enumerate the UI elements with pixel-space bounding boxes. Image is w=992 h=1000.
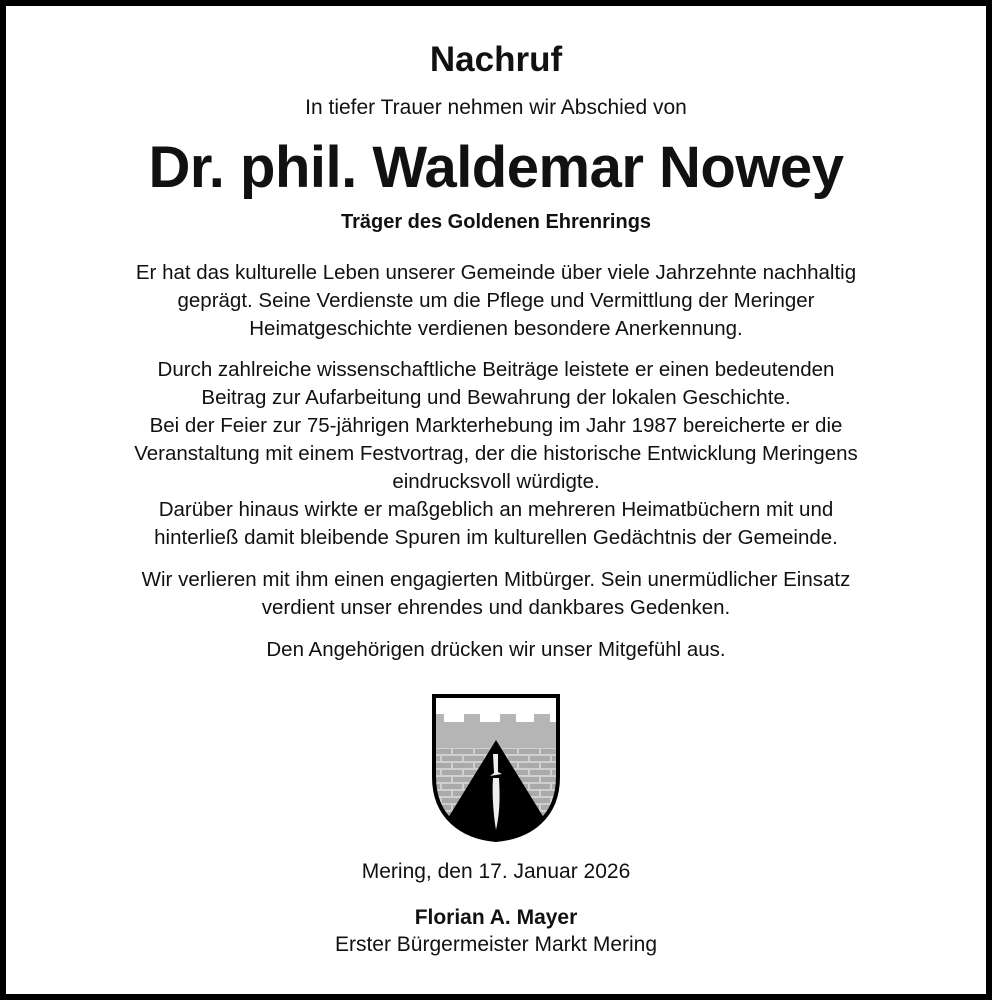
coat-of-arms-icon — [430, 692, 562, 844]
text-line: Bei der Feier zur 75-jährigen Markterhebung im Jahr 1987 bereicherte er die — [149, 414, 843, 437]
signer-role: Erster Bürgermeister Markt Mering — [334, 933, 658, 956]
honor-title: Träger des Goldenen Ehrenrings — [340, 211, 652, 233]
intro-text: In tiefer Trauer nehmen wir Abschied von — [305, 96, 687, 119]
text-line: Er hat das kulturelle Leben unserer Gemeinde über viele Jahrzehnte nachhaltig — [135, 261, 857, 284]
signer-name: Florian A. Mayer — [414, 906, 578, 929]
text-line: Veranstaltung mit einem Festvortrag, der die historische Entwicklung Meringens — [134, 442, 858, 465]
date-line: Mering, den 17. Januar 2026 — [361, 860, 631, 883]
text-line: Den Angehörigen drücken wir unser Mitgefühl aus. — [266, 638, 726, 661]
paragraph-3 — [0, 566, 992, 622]
paragraph-2 — [0, 356, 992, 552]
text-line: Durch zahlreiche wissenschaftliche Beiträge leistete er einen bedeutenden — [157, 358, 835, 381]
text-line: hinterließ damit bleibende Spuren im kulturellen Gedächtnis der Gemeinde. — [154, 526, 838, 549]
text-line: Heimatgeschichte verdienen besondere Anerkennung. — [249, 317, 743, 340]
deceased-name: Dr. phil. Waldemar Nowey — [148, 135, 844, 200]
heading: Nachruf — [429, 40, 563, 79]
text-line: eindrucksvoll würdigte. — [392, 470, 600, 493]
paragraph-1 — [0, 259, 992, 343]
text-line: verdient unser ehrendes und dankbares Gedenken. — [261, 596, 731, 619]
text-line: Darüber hinaus wirkte er maßgeblich an mehreren Heimatbüchern mit und — [158, 498, 834, 521]
text-line: Beitrag zur Aufarbeitung und Bewahrung der lokalen Geschichte. — [201, 386, 791, 409]
text-line: geprägt. Seine Verdienste um die Pflege und Vermittlung der Meringer — [177, 289, 815, 312]
text-line: Wir verlieren mit ihm einen engagierten Mitbürger. Sein unermüdlicher Einsatz — [141, 568, 851, 591]
paragraph-4 — [0, 636, 992, 664]
